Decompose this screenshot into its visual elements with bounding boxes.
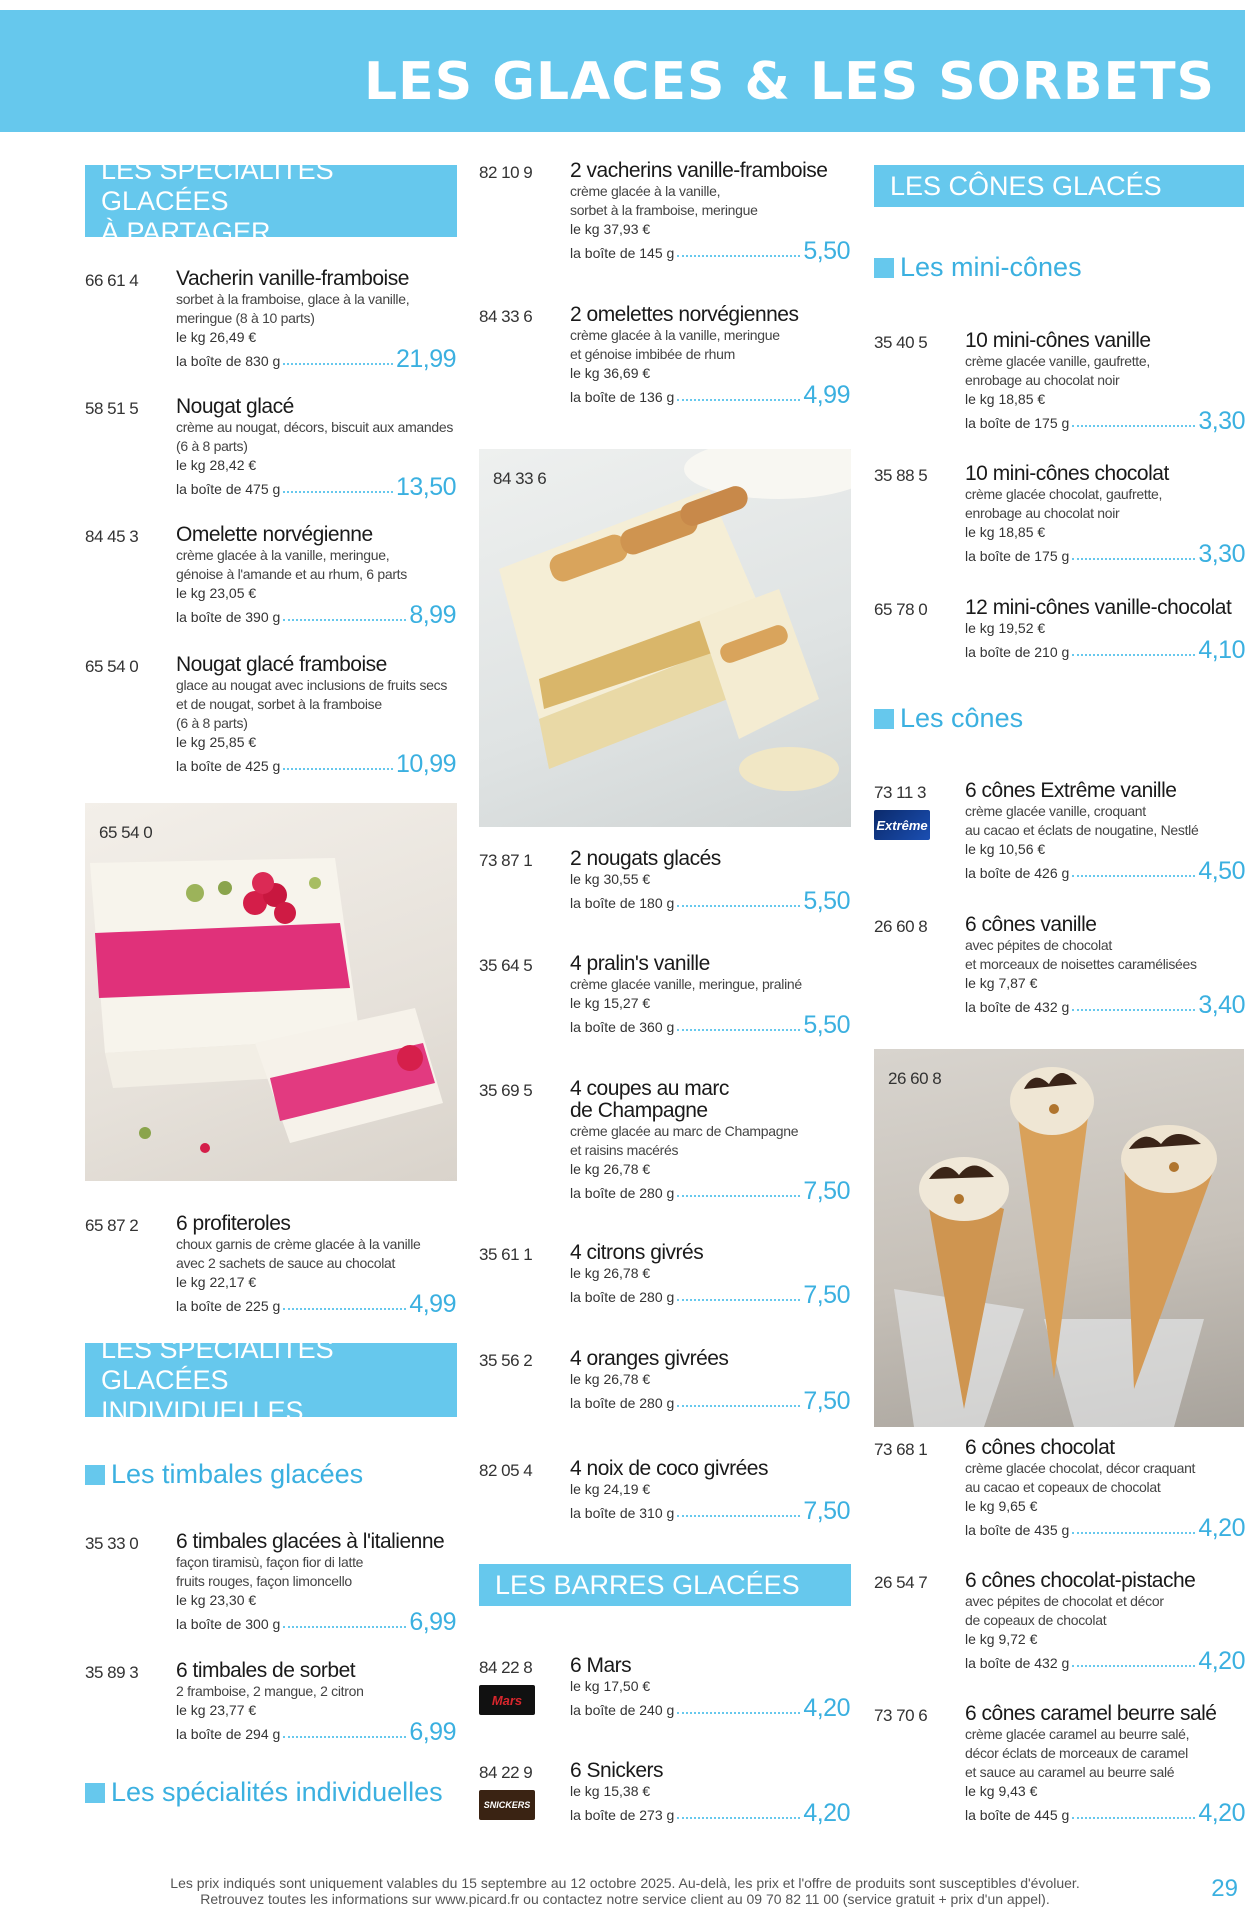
product-price: 3,40 [1198, 991, 1245, 1019]
footer-line-1: Les prix indiqués sont uniquement valables du 15 septembre au 12 octobre 2025. Au-delà, les prix et l'offre de produits sont susceptibles d'évoluer. [170, 1875, 1080, 1891]
product-photo-omelettes [479, 449, 851, 827]
product-description: crème glacée à la vanille, meringue [570, 327, 780, 343]
product-details [570, 1458, 850, 1523]
price-per-kg: le kg 25,85 € [176, 734, 257, 750]
leader-dots [677, 1515, 800, 1517]
section-header-individual [85, 1333, 457, 1426]
leader-dots [677, 399, 800, 401]
box-weight: la boîte de 360 g [570, 1019, 675, 1035]
product-description: (6 à 8 parts) [176, 715, 248, 731]
product-name: 6 timbales de sorbet [176, 1659, 356, 1682]
leader-dots [1072, 1817, 1195, 1819]
product-description: et morceaux de noisettes caramélisées [965, 956, 1197, 972]
product-name: Omelette norvégienne [176, 523, 373, 546]
product-code: 35 33 0 [85, 1534, 139, 1553]
product-code: 66 61 4 [85, 271, 139, 290]
product-name: 10 mini-cônes chocolat [965, 462, 1169, 485]
product-description: génoise à l'amande et au rhum, 6 parts [176, 566, 407, 582]
box-weight: la boîte de 310 g [570, 1505, 675, 1521]
product-price: 6,99 [409, 1608, 456, 1636]
product-code: 84 33 6 [479, 307, 533, 326]
price-row [176, 475, 456, 499]
box-weight: la boîte de 240 g [570, 1702, 675, 1718]
product-code: 73 87 1 [479, 851, 533, 870]
price-per-kg: le kg 30,55 € [570, 871, 651, 887]
product-price: 5,50 [803, 237, 850, 265]
product-details [570, 1655, 850, 1720]
product-description: crème glacée caramel au beurre salé, [965, 1726, 1190, 1742]
price-row [570, 1801, 850, 1825]
product-code: 73 68 1 [874, 1440, 928, 1459]
product-name: 6 cônes chocolat [965, 1436, 1115, 1459]
product-details [570, 304, 850, 407]
box-weight: la boîte de 145 g [570, 245, 675, 261]
product-description: (6 à 8 parts) [176, 438, 248, 454]
product-price: 7,50 [803, 1177, 850, 1205]
product-description: crème glacée à la vanille, [570, 183, 721, 199]
product-description: crème glacée vanille, meringue, praliné [570, 976, 802, 992]
product-description: crème au nougat, décors, biscuit aux amandes [176, 419, 454, 435]
product-name: 2 vacherins vanille-framboise [570, 159, 828, 182]
product-price: 5,50 [803, 1011, 850, 1039]
price-per-kg: le kg 26,78 € [570, 1371, 651, 1387]
price-row [176, 1292, 456, 1316]
leader-dots [677, 905, 800, 907]
product-price: 3,30 [1198, 407, 1245, 435]
product-description: au cacao et éclats de nougatine, Nestlé [965, 822, 1199, 838]
product-name: 4 citrons givrés [570, 1241, 704, 1264]
footer-disclaimer [0, 1875, 1250, 1907]
price-per-kg: le kg 9,72 € [965, 1631, 1038, 1647]
price-row [570, 889, 850, 913]
product-code: 35 69 5 [479, 1081, 533, 1100]
product-name: 4 oranges givrées [570, 1347, 729, 1370]
product-details [176, 1531, 456, 1634]
leader-dots [677, 1817, 800, 1819]
page-number: 29 [1211, 1875, 1238, 1902]
product-details [570, 1242, 850, 1307]
box-weight: la boîte de 435 g [965, 1522, 1070, 1538]
section-title: LES BARRES GLACÉES [495, 1569, 800, 1600]
product-description: sorbet à la framboise, meringue [570, 202, 758, 218]
product-price: 6,99 [409, 1718, 456, 1746]
price-row [965, 859, 1245, 883]
box-weight: la boîte de 180 g [570, 895, 675, 911]
section-title-line2: INDIVIDUELLES [101, 1395, 304, 1426]
bullet-square-icon [874, 258, 894, 278]
product-details [176, 268, 456, 371]
product-price: 4,20 [1198, 1514, 1245, 1542]
price-row [570, 1013, 850, 1037]
product-price: 4,20 [803, 1799, 850, 1827]
box-weight: la boîte de 210 g [965, 644, 1070, 660]
price-row [965, 542, 1245, 566]
product-name: 6 cônes Extrême vanille [965, 779, 1177, 802]
product-code: 35 56 2 [479, 1351, 533, 1370]
bullet-square-icon [874, 709, 894, 729]
product-code: 73 11 3 [874, 783, 926, 802]
box-weight: la boîte de 280 g [570, 1289, 675, 1305]
price-row [570, 1389, 850, 1413]
product-code: 65 54 0 [85, 657, 139, 676]
product-name: 10 mini-cônes vanille [965, 329, 1151, 352]
product-details [176, 1213, 456, 1316]
product-price: 4,20 [803, 1694, 850, 1722]
price-per-kg: le kg 9,65 € [965, 1498, 1038, 1514]
leader-dots [677, 1195, 800, 1197]
nougat-framboise-illustration [85, 803, 457, 1181]
box-weight: la boîte de 830 g [176, 353, 281, 369]
product-description: sorbet à la framboise, glace à la vanille, [176, 291, 410, 307]
product-description: et raisins macérés [570, 1142, 679, 1158]
price-row [176, 1610, 456, 1634]
product-name: 2 nougats glacés [570, 847, 721, 870]
box-weight: la boîte de 445 g [965, 1807, 1070, 1823]
price-per-kg: le kg 18,85 € [965, 524, 1046, 540]
leader-dots [283, 1308, 406, 1310]
price-per-kg: le kg 19,52 € [965, 620, 1046, 636]
leader-dots [283, 1626, 406, 1628]
product-details [570, 848, 850, 913]
product-details [965, 330, 1245, 433]
leader-dots [283, 768, 393, 770]
leader-dots [1072, 558, 1195, 560]
price-per-kg: le kg 17,50 € [570, 1678, 651, 1694]
leader-dots [283, 491, 393, 493]
product-code: 26 54 7 [874, 1573, 928, 1592]
omelette-illustration [479, 449, 851, 827]
leader-dots [283, 363, 393, 365]
box-weight: la boîte de 175 g [965, 548, 1070, 564]
product-code: 84 45 3 [85, 527, 139, 546]
product-description: avec 2 sachets de sauce au chocolat [176, 1255, 396, 1271]
product-price: 4,20 [1198, 1799, 1245, 1827]
product-price: 4,10 [1198, 636, 1245, 664]
product-price: 5,50 [803, 887, 850, 915]
box-weight: la boîte de 136 g [570, 389, 675, 405]
subsection-title: Les cônes [900, 703, 1024, 733]
bullet-square-icon [85, 1465, 105, 1485]
product-name: 4 coupes au marc [570, 1077, 729, 1100]
product-code: 58 51 5 [85, 399, 139, 418]
product-name: 6 Mars [570, 1654, 632, 1677]
brand-logo-mars: Mars [479, 1685, 535, 1715]
box-weight: la boîte de 475 g [176, 481, 281, 497]
product-details [570, 953, 850, 1037]
product-description: décor éclats de morceaux de caramel [965, 1745, 1188, 1761]
product-description: crème glacée au marc de Champagne [570, 1123, 799, 1139]
product-name: 6 cônes vanille [965, 913, 1097, 936]
product-details [176, 1660, 456, 1744]
product-description: au cacao et copeaux de chocolat [965, 1479, 1161, 1495]
cones-illustration [874, 1049, 1244, 1427]
leader-dots [1072, 654, 1195, 656]
price-per-kg: le kg 26,49 € [176, 329, 257, 345]
price-row [965, 638, 1245, 662]
product-photo-nougat-framboise [85, 803, 457, 1181]
product-description: crème glacée chocolat, décor craquant [965, 1460, 1196, 1476]
product-price: 7,50 [803, 1281, 850, 1309]
product-price: 4,20 [1198, 1647, 1245, 1675]
product-description: de copeaux de chocolat [965, 1612, 1107, 1628]
product-details [570, 1760, 850, 1825]
box-weight: la boîte de 390 g [176, 609, 281, 625]
leader-dots [1072, 1532, 1195, 1534]
product-details [176, 524, 456, 627]
footer-line-2: Retrouvez toutes les informations sur www.picard.fr ou contactez notre service client au 09 70 82 11 00 (service gratuit + prix d'un appel). [200, 1891, 1050, 1907]
price-per-kg: le kg 9,43 € [965, 1783, 1038, 1799]
price-per-kg: le kg 26,78 € [570, 1161, 651, 1177]
product-description: fruits rouges, façon limoncello [176, 1573, 352, 1589]
leader-dots [677, 1405, 800, 1407]
product-details [965, 1570, 1245, 1673]
product-price: 4,99 [803, 381, 850, 409]
product-code: 84 22 9 [479, 1763, 533, 1782]
product-details [570, 1348, 850, 1413]
subsection-timbales [85, 1459, 363, 1490]
product-details [176, 654, 456, 776]
product-price: 4,99 [409, 1290, 456, 1318]
photo-code: 65 54 0 [99, 823, 153, 842]
price-row [965, 409, 1245, 433]
product-details [965, 1437, 1245, 1540]
box-weight: la boîte de 432 g [965, 1655, 1070, 1671]
price-row [965, 1801, 1245, 1825]
subsection-title: Les timbales glacées [111, 1459, 364, 1489]
section-title-line2: À PARTAGER [101, 216, 271, 247]
leader-dots [677, 1299, 800, 1301]
price-per-kg: le kg 7,87 € [965, 975, 1038, 991]
price-per-kg: le kg 24,19 € [570, 1481, 651, 1497]
leader-dots [677, 255, 800, 257]
price-row [570, 1283, 850, 1307]
product-code: 35 61 1 [479, 1245, 533, 1264]
product-code: 65 87 2 [85, 1216, 139, 1235]
section-title-line1: LES SPÉCIALITÉS GLACÉES [101, 1333, 334, 1395]
price-per-kg: le kg 23,05 € [176, 585, 257, 601]
product-description: enrobage au chocolat noir [965, 505, 1120, 521]
box-weight: la boîte de 225 g [176, 1298, 281, 1314]
product-description: meringue (8 à 10 parts) [176, 310, 315, 326]
product-description: avec pépites de chocolat et décor [965, 1593, 1164, 1609]
product-name: 12 mini-cônes vanille-chocolat [965, 596, 1232, 619]
product-details [965, 597, 1245, 662]
product-code: 82 10 9 [479, 163, 533, 182]
product-name: 2 omelettes norvégiennes [570, 303, 799, 326]
product-description: crème glacée vanille, gaufrette, [965, 353, 1150, 369]
product-name: 4 noix de coco givrées [570, 1457, 768, 1480]
photo-code: 84 33 6 [493, 469, 547, 488]
product-price: 10,99 [395, 750, 456, 778]
subsection-cones [874, 703, 1023, 734]
product-name: 6 cônes caramel beurre salé [965, 1702, 1217, 1725]
leader-dots [1072, 1009, 1195, 1011]
product-code: 73 70 6 [874, 1706, 928, 1725]
section-title: LES CÔNES GLACÉS [890, 170, 1162, 201]
brand-logo-snickers: SNICKERS [479, 1790, 535, 1820]
price-row [570, 1179, 850, 1203]
product-description: glace au nougat avec inclusions de fruits secs [176, 677, 448, 693]
price-per-kg: le kg 15,38 € [570, 1783, 651, 1799]
leader-dots [1072, 875, 1195, 877]
product-description: crème glacée à la vanille, meringue, [176, 547, 390, 563]
leader-dots [283, 1736, 406, 1738]
product-details [176, 396, 456, 499]
section-title-line1: LES SPÉCIALITÉS GLACÉES [101, 154, 334, 216]
product-price: 7,50 [803, 1497, 850, 1525]
product-price: 13,50 [395, 473, 456, 501]
product-name: 6 Snickers [570, 1759, 664, 1782]
product-description: crème glacée chocolat, gaufrette, [965, 486, 1163, 502]
price-row [965, 1649, 1245, 1673]
product-code: 35 64 5 [479, 956, 533, 975]
product-description: et génoise imbibée de rhum [570, 346, 735, 362]
box-weight: la boîte de 300 g [176, 1616, 281, 1632]
product-details [965, 914, 1245, 1017]
product-description: choux garnis de crème glacée à la vanille [176, 1236, 421, 1252]
product-details [965, 1703, 1245, 1825]
photo-code: 26 60 8 [888, 1069, 942, 1088]
product-code: 35 89 3 [85, 1663, 139, 1682]
product-description: et de nougat, sorbet à la framboise [176, 696, 382, 712]
price-per-kg: le kg 18,85 € [965, 391, 1046, 407]
price-per-kg: le kg 26,78 € [570, 1265, 651, 1281]
leader-dots [677, 1712, 800, 1714]
product-name: Nougat glacé framboise [176, 653, 387, 676]
product-code: 35 88 5 [874, 466, 928, 485]
product-name: 6 profiteroles [176, 1212, 291, 1235]
bullet-square-icon [85, 1783, 105, 1803]
box-weight: la boîte de 425 g [176, 758, 281, 774]
product-details [965, 463, 1245, 566]
product-price: 8,99 [409, 601, 456, 629]
box-weight: la boîte de 294 g [176, 1726, 281, 1742]
subsection-title: Les mini-cônes [900, 252, 1082, 282]
price-per-kg: le kg 10,56 € [965, 841, 1046, 857]
price-per-kg: le kg 37,93 € [570, 221, 651, 237]
price-per-kg: le kg 15,27 € [570, 995, 651, 1011]
product-code: 26 60 8 [874, 917, 928, 936]
product-description: façon tiramisù, façon fior di latte [176, 1554, 364, 1570]
price-per-kg: le kg 22,17 € [176, 1274, 257, 1290]
product-name-line2: de Champagne [570, 1099, 708, 1122]
brand-logo-extreme: Extrême [874, 810, 930, 840]
subsection-individuelles [85, 1777, 443, 1808]
box-weight: la boîte de 432 g [965, 999, 1070, 1015]
price-per-kg: le kg 23,30 € [176, 1592, 257, 1608]
price-per-kg: le kg 36,69 € [570, 365, 651, 381]
price-row [570, 1499, 850, 1523]
section-header-cones [874, 165, 1244, 207]
subsection-minicones [874, 252, 1082, 283]
product-photo-cones [874, 1049, 1244, 1427]
product-description: crème glacée vanille, croquant [965, 803, 1146, 819]
product-name: Nougat glacé [176, 395, 294, 418]
box-weight: la boîte de 280 g [570, 1395, 675, 1411]
product-price: 7,50 [803, 1387, 850, 1415]
box-weight: la boîte de 273 g [570, 1807, 675, 1823]
section-header-bars [479, 1564, 851, 1606]
page-header [0, 10, 1245, 132]
product-price: 3,30 [1198, 540, 1245, 568]
price-per-kg: le kg 28,42 € [176, 457, 257, 473]
product-details [965, 780, 1245, 883]
product-description: 2 framboise, 2 mangue, 2 citron [176, 1683, 364, 1699]
product-details [570, 160, 850, 263]
product-price: 21,99 [395, 345, 456, 373]
leader-dots [677, 1029, 800, 1031]
price-per-kg: le kg 23,77 € [176, 1702, 257, 1718]
product-details [570, 1078, 850, 1203]
price-row [176, 1720, 456, 1744]
product-price: 4,50 [1198, 857, 1245, 885]
section-header-sharing [85, 154, 457, 247]
subsection-title: Les spécialités individuelles [111, 1777, 443, 1807]
price-row [965, 993, 1245, 1017]
product-description: avec pépites de chocolat [965, 937, 1112, 953]
product-code: 84 22 8 [479, 1658, 533, 1677]
product-description: enrobage au chocolat noir [965, 372, 1120, 388]
price-row [570, 383, 850, 407]
box-weight: la boîte de 280 g [570, 1185, 675, 1201]
page-title: LES GLACES & LES SORBETS [364, 52, 1215, 112]
price-row [176, 603, 456, 627]
product-name: 6 timbales glacées à l'italienne [176, 1530, 445, 1553]
box-weight: la boîte de 175 g [965, 415, 1070, 431]
price-row [176, 347, 456, 371]
leader-dots [1072, 1665, 1195, 1667]
product-code: 65 78 0 [874, 600, 928, 619]
product-code: 35 40 5 [874, 333, 928, 352]
price-row [570, 1696, 850, 1720]
product-code: 82 05 4 [479, 1461, 533, 1480]
leader-dots [283, 619, 406, 621]
product-name: 4 pralin's vanille [570, 952, 710, 975]
box-weight: la boîte de 426 g [965, 865, 1070, 881]
product-name: 6 cônes chocolat-pistache [965, 1569, 1196, 1592]
leader-dots [1072, 425, 1195, 427]
price-row [176, 752, 456, 776]
price-row [965, 1516, 1245, 1540]
product-name: Vacherin vanille-framboise [176, 267, 409, 290]
price-row [570, 239, 850, 263]
product-description: et sauce au caramel au beurre salé [965, 1764, 1175, 1780]
